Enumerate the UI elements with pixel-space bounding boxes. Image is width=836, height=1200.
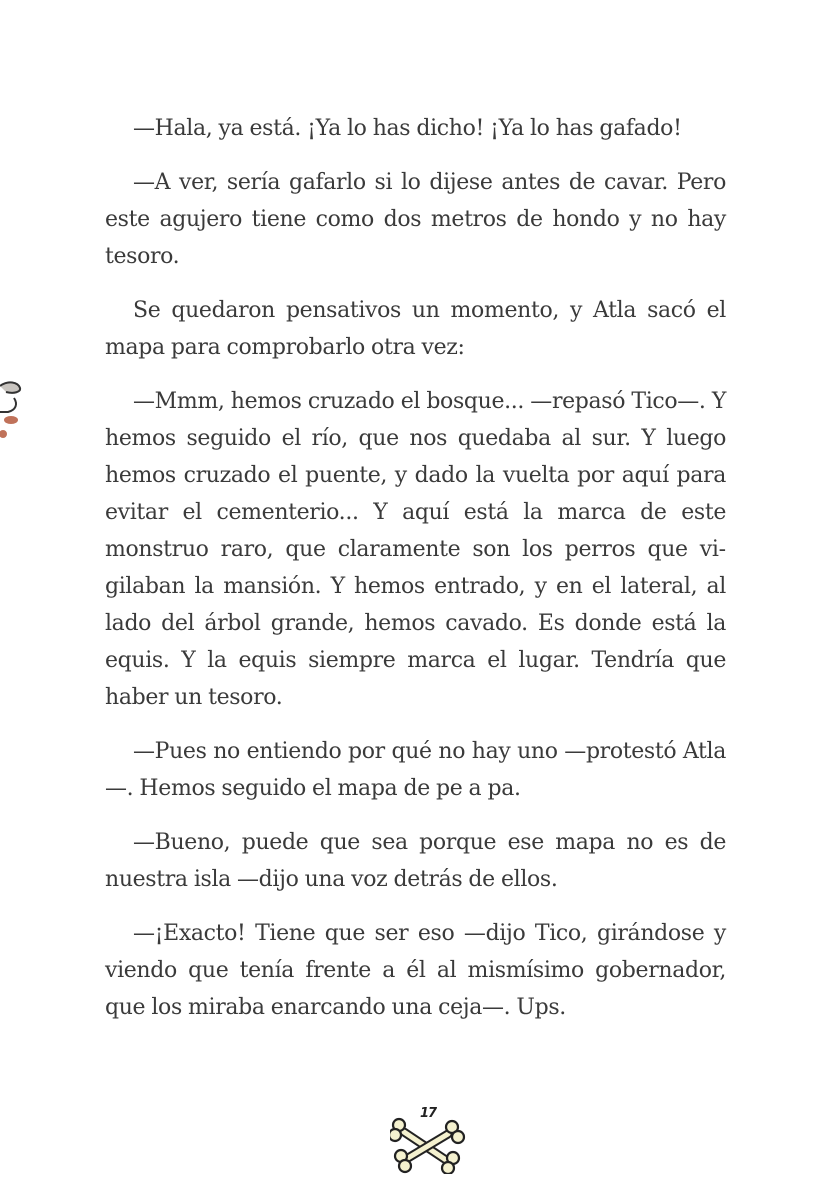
paragraph-5: —Pues no entiendo por qué no hay uno —protestó Atla—. Hemos seguido el mapa de pe a pa. — [105, 739, 726, 801]
page-number: 17 — [420, 1106, 437, 1121]
paragraph-7: —¡Exacto! Tiene que ser eso —dijo Tico, girándose y viendo que tenía frente a él al mismísimo gobernador, que los miraba enarcando una ceja—. Ups. — [105, 921, 726, 1020]
body-text — [105, 110, 726, 1043]
paragraph-6: —Bueno, puede que sea porque ese mapa no es de nuestra isla —dijo una voz detrás de ellos. — [105, 830, 726, 892]
partial-doodle-icon — [0, 378, 24, 448]
paragraph-2: —A ver, sería gafarlo si lo dijese antes de cavar. Pero este agujero tiene como dos metros de hondo y no hay tesoro. — [105, 170, 726, 269]
paragraph-4: —Mmm, hemos cruzado el bosque... —repasó Tico—. Y hemos seguido el río, que nos quedaba al sur. Y luego hemos cruzado el puente, y dado la vuelta por aquí para evitar el cementerio... Y aquí está la marca de este monstruo raro, que claramente son los perros que vigilaban la mansión. Y hemos entrado, y en el lateral, al lado del árbol grande, hemos cavado. Es donde está la equis. Y la equis siempre marca el lugar. Tendría que haber un tesoro. — [105, 389, 726, 710]
paragraph-1: —Hala, ya está. ¡Ya lo has dicho! ¡Ya lo has gafado! — [133, 116, 682, 141]
paragraph-3: Se quedaron pensativos un momento, y Atla sacó el mapa para comprobarlo otra vez: — [105, 298, 726, 360]
